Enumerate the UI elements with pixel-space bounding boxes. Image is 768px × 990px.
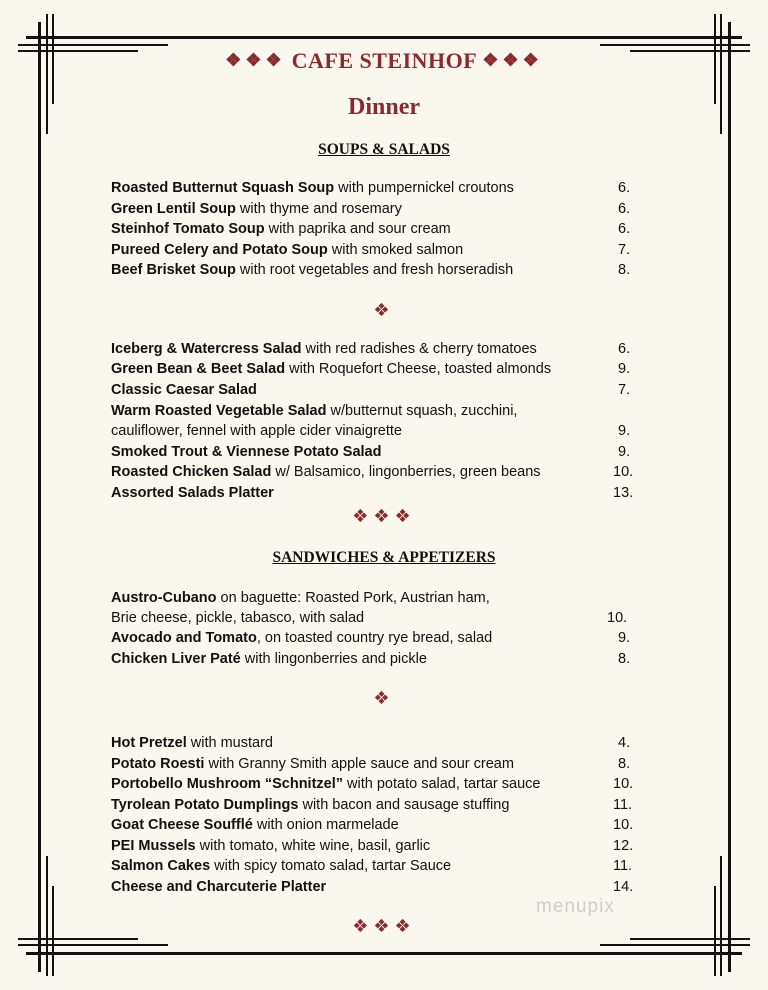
item-price: 10. — [607, 610, 628, 626]
list-item: Salmon Cakes with spicy tomato salad, tartar Sauce 11. — [111, 858, 633, 874]
item-price: 9. — [618, 361, 631, 377]
item-price: 13. — [613, 485, 634, 501]
item-price: 10. — [613, 817, 634, 833]
list-item: Green Bean & Beet Salad with Roquefort Cheese, toasted almonds 9. — [111, 361, 631, 377]
item-price: 10. — [613, 776, 634, 792]
item-price: 9. — [618, 444, 631, 460]
item-price: 8. — [618, 262, 631, 278]
item-price: 14. — [613, 879, 634, 895]
list-item: PEI Mussels with tomato, white wine, basil, garlic 12. — [111, 838, 634, 854]
item-price: 11. — [613, 797, 633, 813]
list-item: Roasted Butternut Squash Soup with pumpernickel croutons 6. — [111, 180, 631, 196]
list-item: Chicken Liver Paté with lingonberries and pickle 8. — [111, 651, 631, 667]
item-price: 9. — [618, 630, 631, 646]
item-price: 6. — [618, 201, 631, 217]
list-item: Potato Roesti with Granny Smith apple sauce and sour cream 8. — [111, 756, 631, 772]
restaurant-name — [0, 48, 768, 74]
item-price: 8. — [618, 756, 631, 772]
item-price: 12. — [613, 838, 634, 854]
list-item: Beef Brisket Soup with root vegetables and fresh horseradish 8. — [111, 262, 631, 278]
ornament-right-icon: ❖❖❖ — [482, 50, 543, 70]
list-item: Avocado and Tomato, on toasted country rye bread, salad 9. — [111, 630, 631, 646]
list-item: Assorted Salads Platter 13. — [111, 485, 634, 501]
list-item: Warm Roasted Vegetable Salad w/butternut squash, zucchini, — [111, 403, 518, 419]
list-item: Iceberg & Watercress Salad with red radishes & cherry tomatoes 6. — [111, 341, 631, 357]
list-item: Green Lentil Soup with thyme and rosemary 6. — [111, 201, 631, 217]
list-item-continued: cauliflower, fennel with apple cider vinaigrette 9. — [111, 423, 631, 439]
item-price: 6. — [618, 221, 631, 237]
diamond-divider-icon: ❖ — [373, 300, 395, 320]
watermark: menupix — [536, 896, 615, 917]
ornament-left-icon: ❖❖❖ — [225, 50, 286, 70]
section-title-sandwiches: SANDWICHES & APPETIZERS — [272, 549, 496, 566]
list-item: Portobello Mushroom “Schnitzel” with potato salad, tartar sauce 10. — [111, 776, 634, 792]
list-item: Steinhof Tomato Soup with paprika and sour cream 6. — [111, 221, 631, 237]
restaurant-title: CAFE STEINHOF — [291, 48, 477, 73]
list-item-continued: Brie cheese, pickle, tabasco, with salad 10. — [111, 610, 628, 626]
item-price: 10. — [613, 464, 634, 480]
item-price: 9. — [618, 423, 631, 439]
item-price: 6. — [618, 341, 631, 357]
list-item: Cheese and Charcuterie Platter 14. — [111, 879, 634, 895]
list-item: Austro-Cubano on baguette: Roasted Pork, Austrian ham, — [111, 590, 490, 606]
item-price: 4. — [618, 735, 631, 751]
triple-diamond-divider-icon: ❖❖❖ — [352, 506, 416, 526]
list-item: Goat Cheese Soufflé with onion marmelade 10. — [111, 817, 634, 833]
triple-diamond-divider-icon: ❖❖❖ — [352, 916, 416, 936]
list-item: Classic Caesar Salad 7. — [111, 382, 631, 398]
diamond-divider-icon: ❖ — [373, 688, 395, 708]
list-item: Roasted Chicken Salad w/ Balsamico, lingonberries, green beans 10. — [111, 464, 634, 480]
list-item: Hot Pretzel with mustard 4. — [111, 735, 631, 751]
item-price: 7. — [618, 382, 631, 398]
item-price: 8. — [618, 651, 631, 667]
item-price: 11. — [613, 858, 633, 874]
list-item: Smoked Trout & Viennese Potato Salad 9. — [111, 444, 631, 460]
item-price: 6. — [618, 180, 631, 196]
menu-subtitle: Dinner — [348, 94, 420, 120]
list-item: Pureed Celery and Potato Soup with smoked salmon 7. — [111, 242, 631, 258]
section-title-soups-salads: SOUPS & SALADS — [318, 141, 450, 158]
list-item: Tyrolean Potato Dumplings with bacon and sausage stuffing 11. — [111, 797, 633, 813]
item-price: 7. — [618, 242, 631, 258]
